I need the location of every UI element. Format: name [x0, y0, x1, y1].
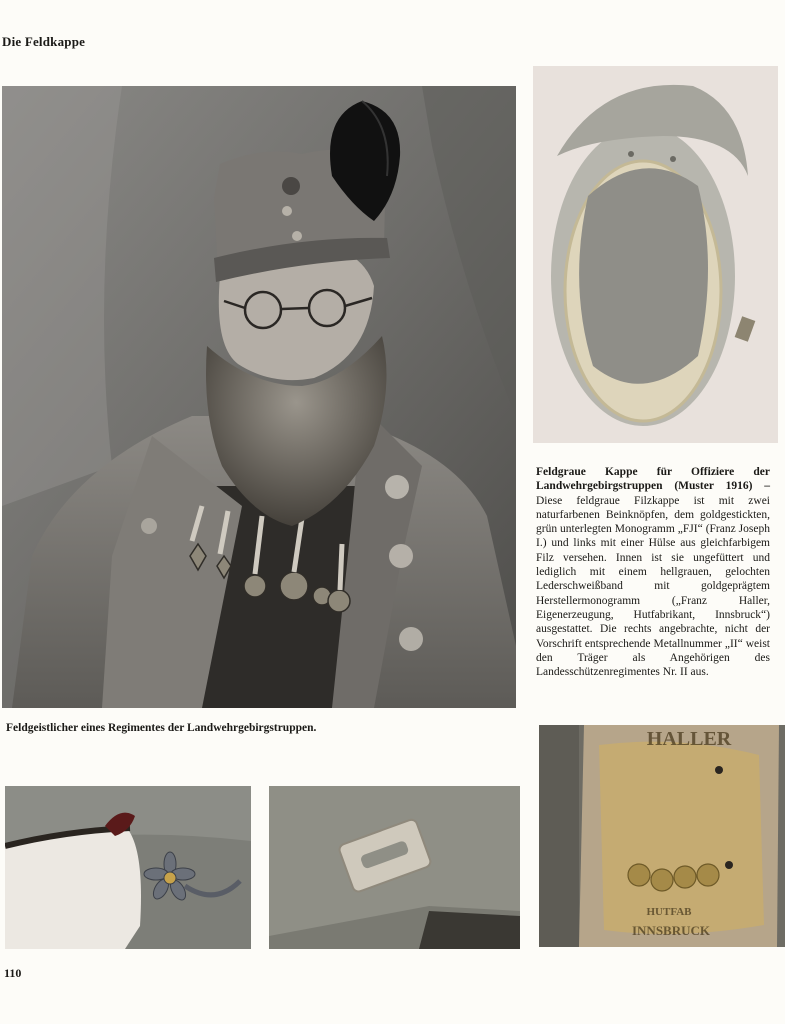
- portrait-caption: Feldgeistlicher eines Regimentes der Landwehrgebirgstruppen.: [6, 722, 317, 734]
- cap-description: [536, 465, 770, 679]
- leather-sweatband-photo: [539, 725, 785, 947]
- page-number: 110: [4, 966, 22, 980]
- buckle-photo: [269, 786, 520, 949]
- cap-description-dash: –: [752, 480, 771, 493]
- feather-edelweiss-photo: [5, 786, 251, 949]
- portrait-photo: [2, 86, 516, 708]
- page-heading: Die Feldkappe: [2, 34, 86, 49]
- cap-description-body: Diese feldgraue Filzkappe ist mit zwei naturfarbenen Beinknöpfen, dem goldgestickten, grün unterlegten Monogramm „FJI“ (Franz Joseph I.) und links mit einer Hülse aus gleichfarbigem Filz versehen. Innen ist sie ungefüttert und lediglich mit einem hellgrauen, gelochten Lederschweißband mit goldgeprägtem Herstellermonogramm („Franz Haller, Eigenerzeugung, Hutfabrikant, Innsbruck“) ausgestattet. Die rechts angebrachte, nicht der Vorschrift entsprechende Metallnummer „II“ weist den Träger als Angehörigen des Landesschützenregimentes Nr. II aus.: [536, 494, 770, 679]
- cap-interior-photo: [533, 66, 778, 443]
- leather-maker-city: INNSBRUCK: [631, 923, 711, 938]
- cap-description-title: Feldgraue Kappe für Offiziere der Landwehrgebirgstruppen (Muster 1916): [536, 466, 770, 493]
- leather-maker-name: HALLER: [646, 728, 732, 750]
- leather-maker-hutfab: HUTFAB: [646, 906, 692, 918]
